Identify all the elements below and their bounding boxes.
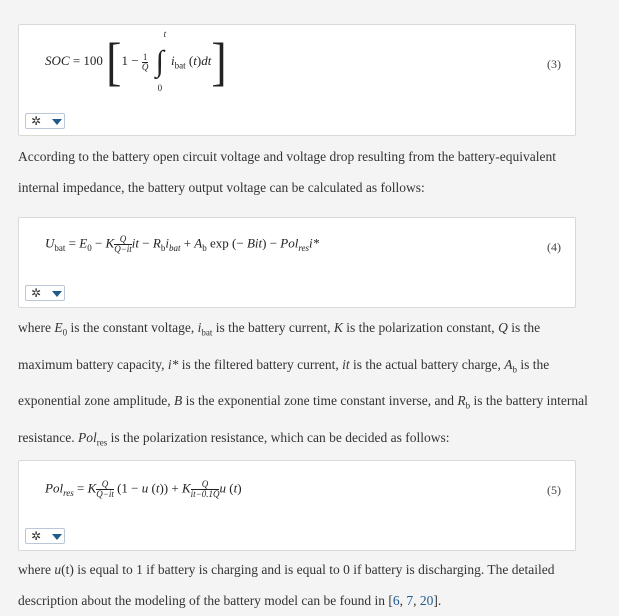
equation-number-3: (3) (547, 57, 561, 71)
equation-4: $U_{bat} = E_0 - K$ $\frac{Q}{Q-it}$ it − $R_bi_{bat} + A_b$ exp (− Bit) − Pol$_{res}$i* (45, 234, 320, 254)
math-menu-button[interactable] (25, 113, 65, 129)
paragraph-2: where $E_0$ is the constant voltage, $i_{bat}$ is the battery current, K is the polarization constant, Q is the maximum battery capacity, i* is the filtered battery current, it is the actual battery charge, $A_b$ is the exponential zone amplitude, B is the exponential zone time constant inverse, and $R_b$ is the battery internal resistance. Pol$_{res}$ is the polarization resistance, which can be decided as follows: (18, 320, 588, 448)
chevron-down-icon (52, 291, 62, 297)
equation-3: SOC = 100 [1 − $\frac{1}{Q}$ ∫ t 0 $i_{bat}$ (t)dt] (45, 29, 227, 93)
paragraph-3: where u(t) is equal to 1 if battery is charging and is equal to 0 if battery is discharging. The detailed description about the modeling of the battery model can be found in [6, 7, 20]. (18, 562, 555, 608)
reference-link-7[interactable]: 7 (406, 593, 414, 608)
chevron-down-icon (52, 119, 62, 125)
math-menu-button[interactable] (25, 285, 65, 301)
paragraph-1: According to the battery open circuit voltage and voltage drop resulting from the battery-equivalent internal impedance, the battery output voltage can be calculated as follows: (18, 149, 556, 195)
reference-link-20[interactable]: 20 (419, 593, 434, 608)
equation-number-5: (5) (547, 483, 561, 497)
gear-icon: ✲ (31, 529, 42, 543)
chevron-down-icon (52, 534, 62, 540)
equation-5: Pol$_{res}$ = K $\frac{Q}{Q-it}$ (1 − u (t)) + K $\frac{Q}{it-0.1Q}$ u (t) (45, 479, 242, 499)
gear-icon: ✲ (31, 114, 42, 128)
math-menu-button[interactable] (25, 528, 65, 544)
gear-icon: ✲ (31, 286, 42, 300)
equation-box-5 (18, 460, 576, 551)
reference-link-6[interactable]: 6 (392, 593, 400, 608)
equation-box-4 (18, 217, 576, 308)
equation-number-4: (4) (547, 240, 561, 254)
equation-box-3 (18, 24, 576, 136)
